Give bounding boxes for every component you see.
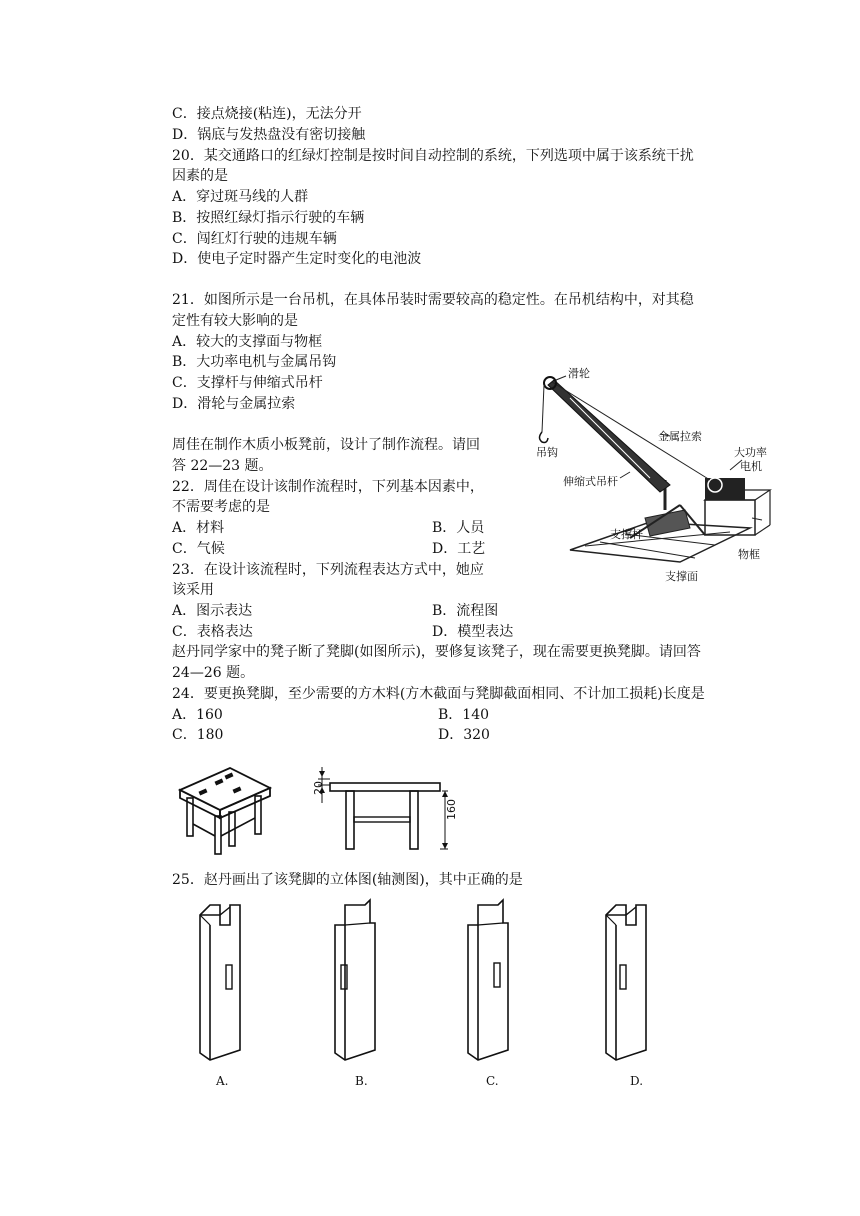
leg-option-d-figure: [596, 895, 676, 1095]
intro-24-26-line1: 赵丹同学家中的凳子断了凳脚(如图所示)，要修复该凳子，现在需要更换凳脚。请回答: [172, 644, 701, 660]
stool-isometric-figure: [175, 760, 275, 860]
q22-option-b: B．人员: [432, 520, 485, 536]
crane-label-boom: 伸缩式吊杆: [563, 475, 618, 488]
q19-option-d: D．锅底与发热盘没有密切接触: [172, 127, 366, 143]
leg-caption-d: D.: [630, 1074, 644, 1088]
crane-label-motor-line2: 电机: [740, 460, 762, 473]
stool-front-view-figure: [300, 765, 460, 860]
intro-24-26-line2: 24—26 题。: [172, 665, 255, 681]
q20-option-a: A．穿过斑马线的人群: [172, 189, 309, 205]
q23-stem-line1: 23．在设计该流程时，下列流程表达方式中，她应: [172, 562, 484, 578]
q22-option-c: C．气候: [172, 541, 225, 557]
q24-option-c: C．180: [172, 727, 224, 743]
stool-isometric-drawing: [175, 760, 275, 860]
q21-option-c: C．支撑杆与伸缩式吊杆: [172, 375, 323, 391]
leg-option-b-figure: [325, 895, 395, 1095]
crane-label-base: 支撑面: [665, 570, 698, 583]
leg-option-a-figure: [190, 895, 260, 1095]
crane-label-pulley: 滑轮: [568, 367, 590, 380]
q20-stem-line2: 因素的是: [172, 168, 228, 184]
leg-drawing-a: [190, 895, 260, 1095]
leg-drawing-b: [325, 895, 395, 1095]
q23-option-a: A．图示表达: [172, 603, 253, 619]
crane-illustration: [530, 360, 790, 590]
leg-caption-c: C.: [486, 1074, 499, 1088]
stool-front-view-drawing: [300, 765, 460, 860]
intro-22-23-line2: 答 22—23 题。: [172, 458, 273, 474]
q22-stem-line2: 不需要考虑的是: [172, 499, 270, 515]
leg-drawing-d: [596, 895, 676, 1095]
crane-label-motor-line1: 大功率: [734, 446, 767, 459]
crane-label-cable: 金属拉索: [658, 430, 702, 443]
q21-stem-line2: 定性有较大影响的是: [172, 313, 298, 329]
q19-option-c: C．接点烧接(粘连)，无法分开: [172, 106, 362, 122]
intro-22-23-line1: 周佳在制作木质小板凳前，设计了制作流程。请回: [172, 437, 480, 453]
q25-stem: 25．赵丹画出了该凳脚的立体图(轴测图)，其中正确的是: [172, 872, 523, 888]
q24-option-a: A．160: [172, 707, 223, 723]
leg-caption-b: B.: [355, 1074, 368, 1088]
q24-option-b: B．140: [438, 707, 490, 723]
q24-stem: 24．要更换凳脚，至少需要的方木料(方木截面与凳脚截面相同、不计加工损耗)长度是: [172, 686, 705, 702]
q24-option-d: D．320: [438, 727, 490, 743]
q23-option-b: B．流程图: [432, 603, 499, 619]
q22-stem-line1: 22．周佳在设计该制作流程时，下列基本因素中，: [172, 479, 484, 495]
q20-stem-line1: 20．某交通路口的红绿灯控制是按时间自动控制的系统，下列选项中属于该系统干扰: [172, 148, 694, 164]
q22-option-d: D．工艺: [432, 541, 486, 557]
crane-label-hook: 吊钩: [536, 446, 558, 459]
q23-stem-line2: 该采用: [172, 582, 214, 598]
stool-dim-height-label: 160: [445, 799, 458, 820]
leg-option-c-figure: [458, 895, 528, 1095]
leg-caption-a: A.: [216, 1074, 229, 1088]
crane-label-strut: 支撑杆: [610, 528, 643, 541]
crane-label-frame: 物框: [738, 548, 760, 561]
q20-option-c: C．闯红灯行驶的违规车辆: [172, 231, 337, 247]
q23-option-d: D．模型表达: [432, 624, 514, 640]
q21-option-b: B．大功率电机与金属吊钩: [172, 354, 337, 370]
q21-option-d: D．滑轮与金属拉索: [172, 396, 296, 412]
q20-option-b: B．按照红绿灯指示行驶的车辆: [172, 210, 365, 226]
q20-option-d: D．使电子定时器产生定时变化的电池波: [172, 251, 422, 267]
q23-option-c: C．表格表达: [172, 624, 253, 640]
stool-dim-top-label: 20: [312, 781, 325, 795]
q21-stem-line1: 21．如图所示是一台吊机，在具体吊装时需要较高的稳定性。在吊机结构中，对其稳: [172, 292, 694, 308]
q21-option-a: A．较大的支撑面与物框: [172, 334, 323, 350]
crane-figure: [530, 360, 790, 590]
q22-option-a: A．材料: [172, 520, 225, 536]
leg-drawing-c: [458, 895, 528, 1095]
